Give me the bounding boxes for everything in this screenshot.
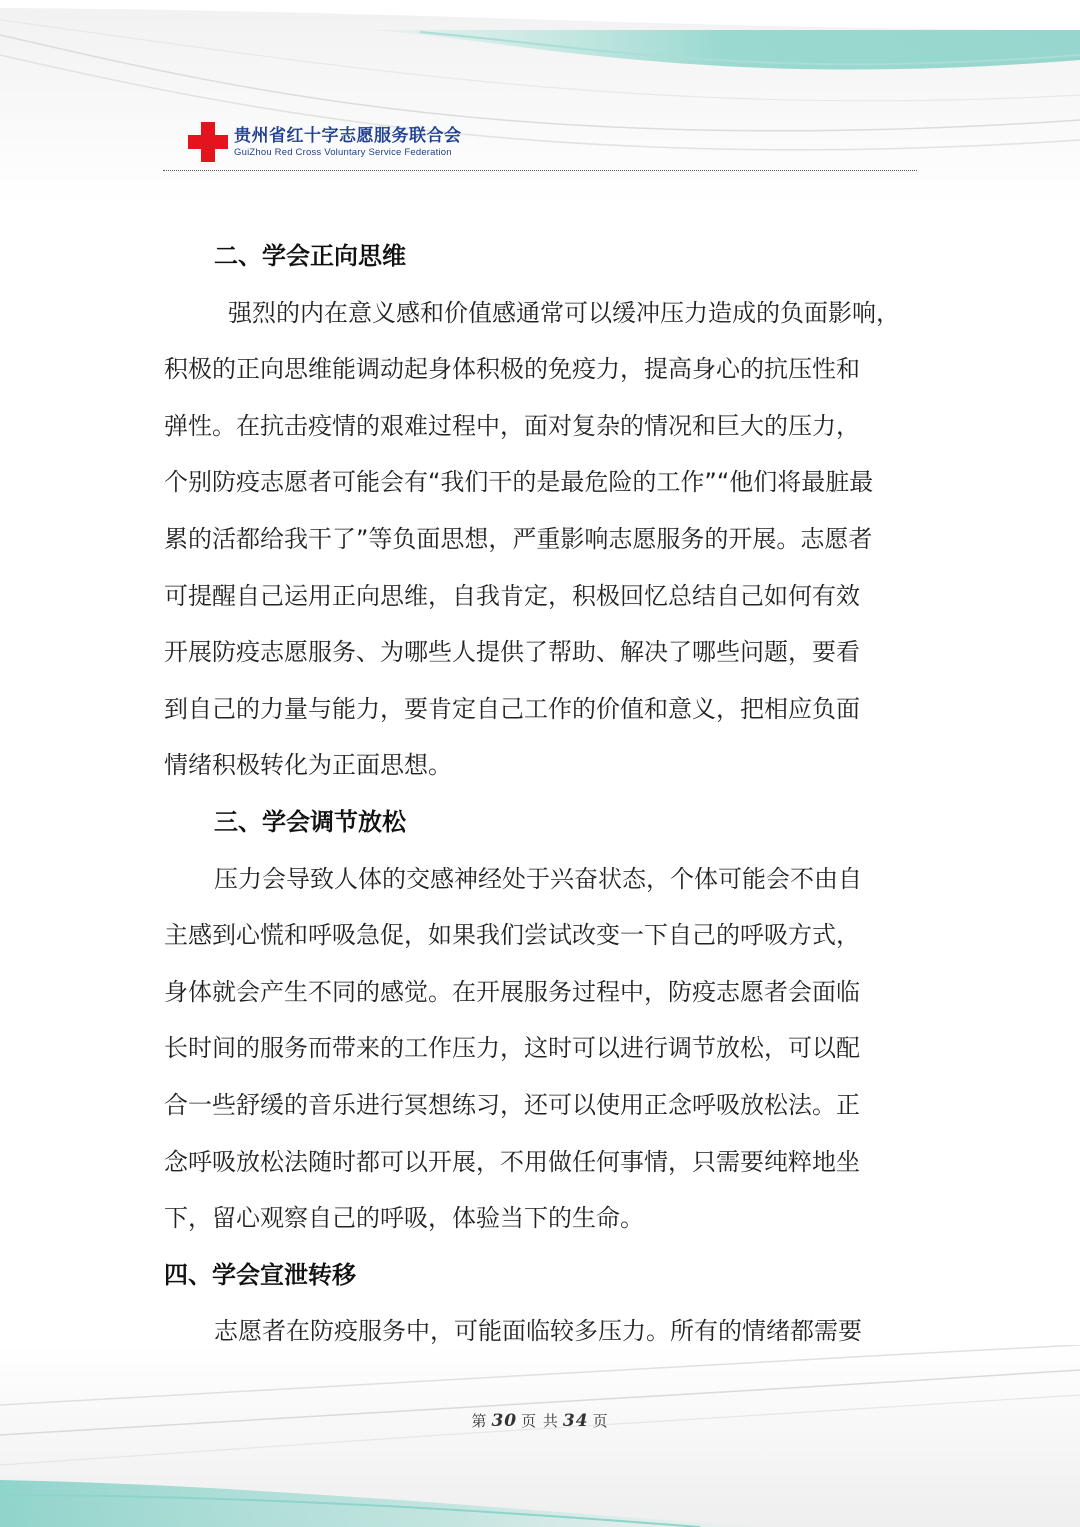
paragraph-line: 累的活都给我干了”等负面思想，严重影响志愿服务的开展。志愿者 (164, 524, 873, 553)
paragraph-line: 合一些舒缓的音乐进行冥想练习，还可以使用正念呼吸放松法。正 (164, 1090, 860, 1119)
paragraph-line: 念呼吸放松法随时都可以开展，不用做任何事情，只需要纯粹地坐 (164, 1147, 860, 1176)
header-wave-decoration (0, 0, 1080, 205)
paragraph-line: 弹性。在抗击疫情的艰难过程中，面对复杂的情况和巨大的压力， (164, 411, 860, 440)
current-page-number: 30 (491, 1411, 518, 1431)
page-number-middle: 页 共 (521, 1412, 559, 1430)
paragraph-line: 开展防疫志愿服务、为哪些人提供了帮助、解决了哪些问题，要看 (164, 638, 860, 667)
paragraph-line: 志愿者在防疫服务中，可能面临较多压力。所有的情绪都需要 (214, 1317, 862, 1346)
section-heading: 四、学会宣泄转移 (164, 1260, 356, 1289)
document-body (164, 228, 924, 1360)
paragraph-line: 情绪积极转化为正面思想。 (164, 751, 452, 780)
header-divider (163, 170, 917, 171)
paragraph-line: 强烈的内在意义感和价值感通常可以缓冲压力造成的负面影响， (228, 298, 900, 327)
paragraph-line: 长时间的服务而带来的工作压力，这时可以进行调节放松，可以配 (164, 1034, 860, 1063)
section-heading: 二、学会正向思维 (214, 242, 406, 270)
page-number-suffix: 页 (592, 1412, 609, 1430)
organization-name-chinese: 贵州省红十字志愿服务联合会 (234, 125, 462, 146)
organization-name (234, 126, 462, 159)
paragraph-line: 到自己的力量与能力，要肯定自己工作的价值和意义，把相应负面 (164, 694, 860, 723)
page-number-prefix: 第 (471, 1412, 488, 1430)
page-number (0, 1410, 1080, 1431)
organization-name-english: GuiZhou Red Cross Voluntary Service Federation (234, 146, 452, 158)
paragraph-line: 个别防疫志愿者可能会有“我们干的是最危险的工作”“他们将最脏最 (164, 468, 874, 497)
organization-logo (188, 122, 462, 162)
red-cross-icon (188, 122, 228, 162)
paragraph-line: 下，留心观察自己的呼吸，体验当下的生命。 (164, 1204, 644, 1233)
paragraph-line: 积极的正向思维能调动起身体积极的免疫力，提高身心的抗压性和 (164, 355, 860, 384)
footer-wave-decoration (0, 1345, 1080, 1527)
paragraph-line: 主感到心慌和呼吸急促，如果我们尝试改变一下自己的呼吸方式， (164, 921, 860, 950)
paragraph-line: 可提醒自己运用正向思维，自我肯定，积极回忆总结自己如何有效 (164, 581, 860, 610)
total-pages-number: 34 (562, 1411, 589, 1431)
paragraph-line: 身体就会产生不同的感觉。在开展服务过程中，防疫志愿者会面临 (164, 977, 860, 1006)
section-heading: 三、学会调节放松 (214, 807, 406, 836)
paragraph-line: 压力会导致人体的交感神经处于兴奋状态，个体可能会不由自 (214, 864, 862, 893)
